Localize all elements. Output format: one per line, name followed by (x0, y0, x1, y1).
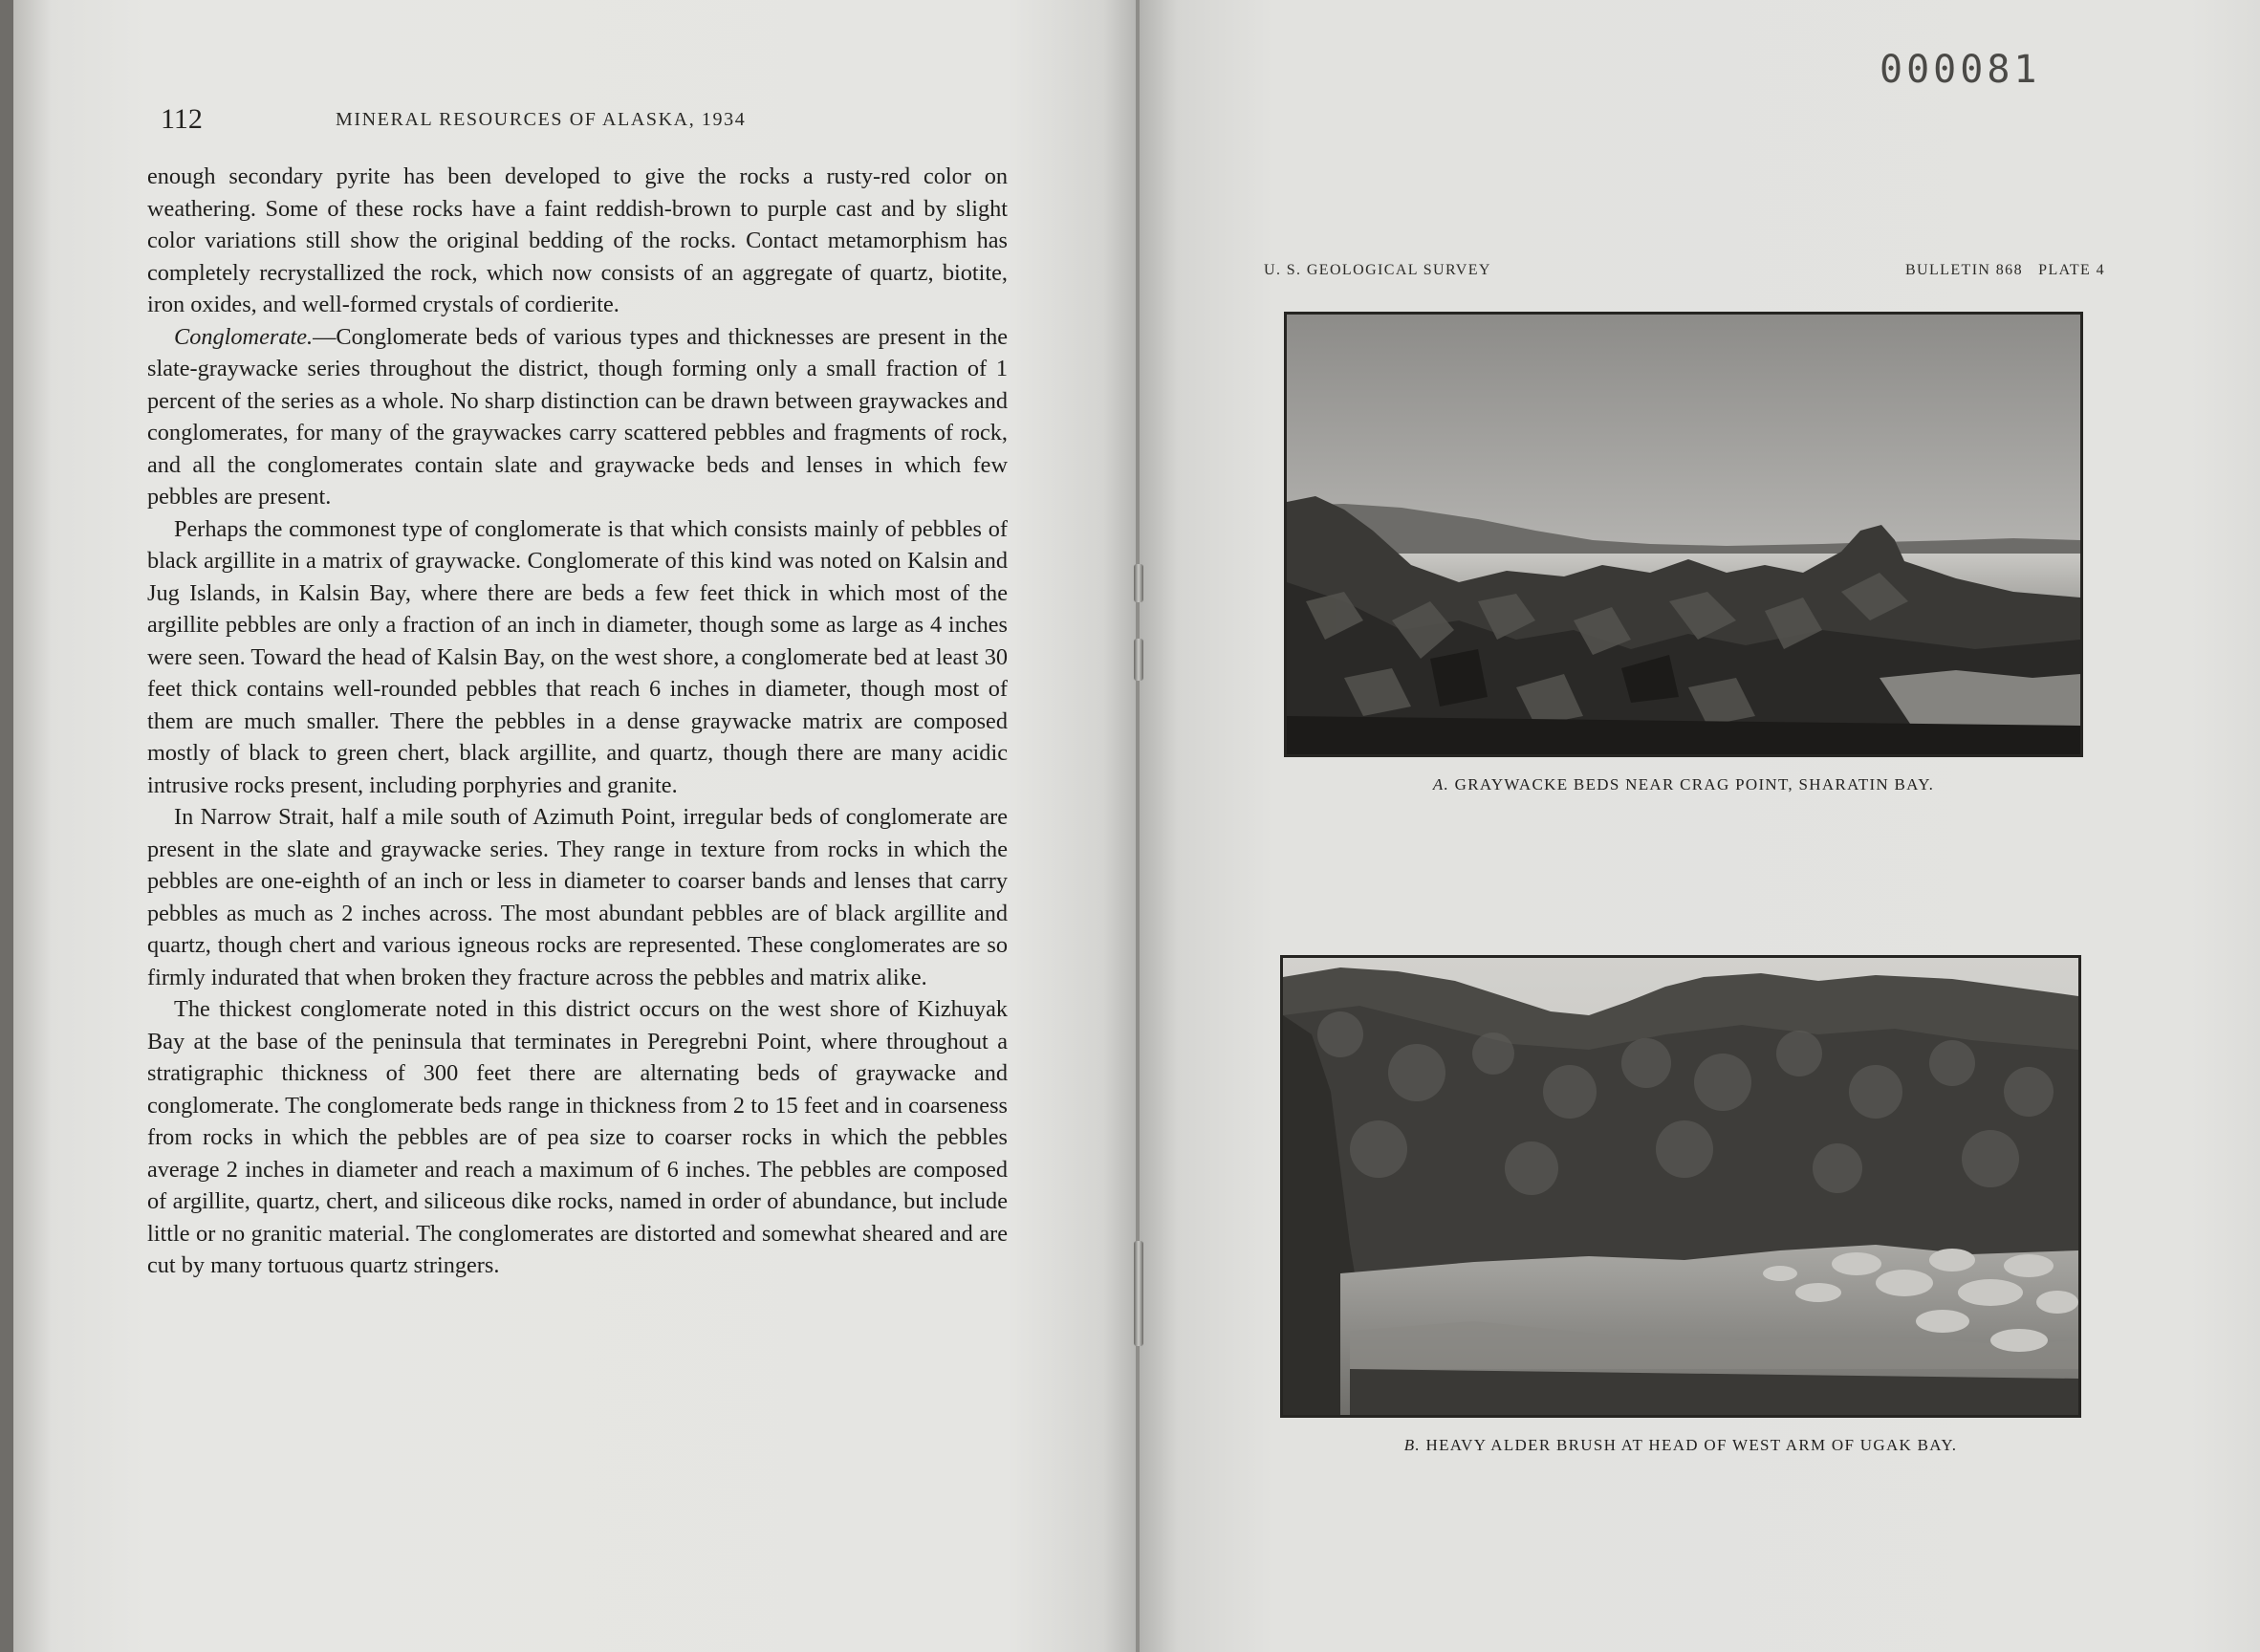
photo-alder-brush (1280, 955, 2081, 1418)
caption-photo-a (1284, 775, 2083, 794)
paragraph-2-lead: Conglomerate. (174, 323, 314, 350)
caption-a-letter: A. (1432, 775, 1450, 793)
paragraph-3-text: Perhaps the commonest type of conglomerate is that which consists mainly of pebbles of black argillite in a matrix of graywacke. Conglomerate of this kind was noted on Kalsin and Jug Islands, in Kalsin Bay, where there are beds a few feet thick in which most of the argillite pebbles are only a fraction of an inch in diameter, though some as large as 4 inches were seen. Toward the head of Kalsin Bay, on the west shore, a conglomerate bed at least 30 feet thick contains well-rounded pebbles that reach 6 inches in diameter, though most of them are much smaller. There the pebbles in a dense graywacke matrix are composed mostly of black to green chert, black argillite, and quartz, though there are many acidic intrusive rocks present, including porphyries and granite. (147, 515, 1008, 798)
caption-b-letter: B. (1403, 1436, 1421, 1454)
archive-stamp: 000081 (1880, 48, 2041, 92)
running-head (161, 103, 1021, 141)
paragraph-5-text: The thickest conglomerate noted in this district occurs on the west shore of Kizhuyak Bay at the base of the peninsula that terminates in Peregrebni Point, where throughout a stratigraphic thickness of 300 feet there are alternating beds of graywacke and conglomerate. The conglomerate beds range in thickness from 2 to 15 feet and in coarseness from rocks in which the pebbles are of pea size to coarser rocks in which the pebbles average 2 inches in diameter and reach a maximum of 6 inches. The pebbles are composed of argillite, quartz, chert, and siliceous dike rocks, named in order of abundance, but include little or no granitic material. The conglomerates are distorted and somewhat sheared and are cut by many tortuous quartz stringers. (147, 996, 1008, 1278)
photo-graywacke-beds (1284, 312, 2083, 757)
running-head-title: MINERAL RESOURCES OF ALASKA, 1934 (336, 109, 747, 130)
binding-staple-bottom (1134, 1241, 1143, 1346)
paragraph-3 (147, 513, 1008, 802)
caption-a-text: GRAYWACKE BEDS NEAR CRAG POINT, SHARATIN BAY. (1449, 775, 1935, 793)
binding-staple-middle (1134, 639, 1143, 681)
plate-header-bulletin: BULLETIN 868 PLATE 4 (1904, 262, 2105, 278)
alder-brush-image (1283, 958, 2078, 1415)
paragraph-4-text: In Narrow Strait, half a mile south of Azimuth Point, irregular beds of conglomerate are present in the slate and graywacke series. They range in texture from rocks in which the pebbles are one-eighth of an inch or less in diameter to coarser bands and lenses that carry pebbles as much as 2 inches across. The most abundant pebbles are of black argillite and quartz, though chert and various igneous rocks are represented. These conglomerates are so firmly indurated that when broken they fracture across the pebbles and matrix alike. (147, 804, 1008, 990)
plate-header (1264, 262, 2105, 285)
plate-header-agency: U. S. GEOLOGICAL SURVEY (1264, 262, 1491, 278)
binding-staple-top (1134, 564, 1143, 602)
paragraph-4 (147, 801, 1008, 993)
graywacke-beds-image (1287, 315, 2080, 754)
paragraph-2 (147, 321, 1008, 513)
paragraph-1-text: enough secondary pyrite has been developed to give the rocks a rusty-red color on weathering. Some of these rocks have a faint reddish-brown to purple cast and by slight color variations still show the original bedding of the rocks. Contact metamorphism has completely recrystallized the rock, which now consists of an aggregate of quartz, biotite, iron oxides, and well-formed crystals of cordierite. (147, 163, 1008, 317)
paragraph-5 (147, 993, 1008, 1282)
caption-photo-b (1280, 1436, 2081, 1455)
paragraph-2-text: —Conglomerate beds of various types and thicknesses are present in the slate-graywacke series throughout the district, though forming only a small fraction of 1 percent of the series as a whole. No sharp distinction can be drawn between graywackes and conglomerates, for many of the graywackes carry scattered pebbles and fragments of rock, and all the conglomerates contain slate and graywacke beds and lenses in which few pebbles are present. (147, 323, 1008, 510)
body-text (147, 161, 1008, 1282)
page-number: 112 (161, 103, 203, 135)
paragraph-1 (147, 161, 1008, 321)
caption-b-text: HEAVY ALDER BRUSH AT HEAD OF WEST ARM OF UGAK BAY. (1420, 1436, 1958, 1454)
